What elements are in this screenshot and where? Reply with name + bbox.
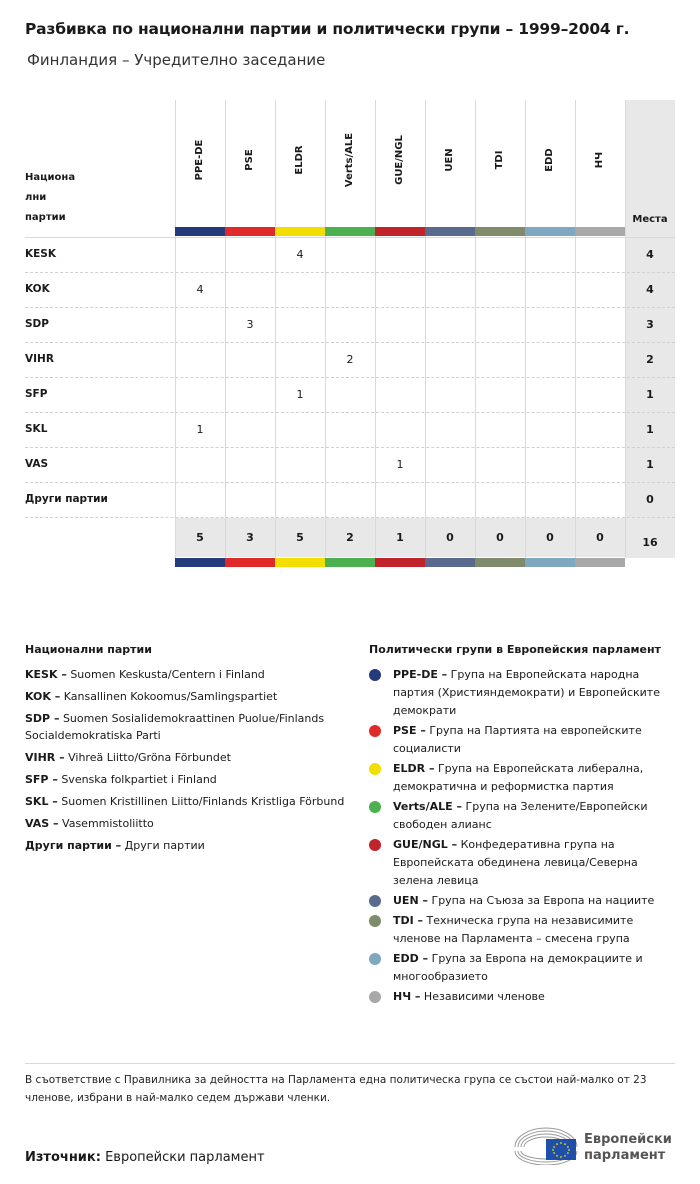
party-name: Vihreä Liitto/Gröna Förbundet (64, 751, 231, 764)
logo-line-1: Европейски (584, 1132, 672, 1147)
column-divider (275, 100, 276, 558)
group-color-dot-icon (369, 839, 381, 851)
national-party-entry (25, 666, 345, 683)
party-row-label: KOK (25, 283, 50, 295)
group-abbr: Verts/ALE – (393, 800, 462, 813)
group-color-dot-icon (369, 895, 381, 907)
row-header-line: лни (25, 192, 47, 203)
footnote: В съответствие с Правилника за дейността на Парламента една политическа група се състои най-малко от 23 членове, избрани в най-малко седем държави членки. (25, 1074, 647, 1104)
seat-value: 4 (196, 283, 204, 296)
group-abbr: GUE/NGL – (393, 838, 458, 851)
national-party-entry (25, 815, 345, 832)
political-group-entry (369, 950, 679, 986)
party-row-label: SKL (25, 423, 48, 435)
hemicycle-flag-icon (513, 1125, 579, 1165)
group-color-dot-icon (369, 953, 381, 965)
political-groups-legend-title: Политически групи в Европейския парламент (369, 643, 661, 656)
logo-line-2: парламент (584, 1148, 666, 1163)
party-abbr: SKL – (25, 795, 58, 808)
group-header-tdi: TDI (494, 150, 505, 170)
group-color-dot-icon (369, 669, 381, 681)
group-name: Техническа група на независимите членове на Парламента – смесена група (393, 914, 634, 945)
group-color-dot-icon (369, 801, 381, 813)
party-abbr: VAS – (25, 817, 59, 830)
group-color-bar (275, 227, 325, 236)
seat-value: 2 (346, 353, 354, 366)
group-abbr: UEN – (393, 894, 428, 907)
party-row-label: SDP (25, 318, 49, 330)
political-group-entry (369, 988, 679, 1006)
party-row-label: KESK (25, 248, 57, 260)
group-header-edd: EDD (544, 148, 555, 172)
group-header-ppede: PPE-DE (194, 139, 205, 181)
national-party-entry (25, 793, 345, 810)
party-abbr: VIHR – (25, 751, 65, 764)
group-color-bar (175, 558, 225, 567)
group-total: 0 (446, 531, 454, 544)
group-color-bar (525, 227, 575, 236)
seat-value: 3 (246, 318, 254, 331)
column-divider (575, 100, 576, 558)
national-party-entry (25, 688, 345, 705)
seats-total: 2 (646, 353, 654, 366)
column-divider (325, 100, 326, 558)
group-name: Група на Европейската либерална, демократична и реформистка партия (393, 762, 644, 793)
row-header-line: Национа (25, 172, 76, 183)
group-name: Група на Съюза за Европа на нациите (427, 894, 655, 907)
row-divider (25, 307, 675, 308)
group-total: 0 (596, 531, 604, 544)
group-abbr: TDI – (393, 914, 424, 927)
party-name: Suomen Sosialidemokraattinen Puolue/Finlands Socialdemokratiska Parti (25, 712, 325, 742)
political-group-entry (369, 798, 679, 834)
group-color-bar (525, 558, 575, 567)
group-abbr: ELDR – (393, 762, 435, 775)
seat-value: 4 (296, 248, 304, 261)
group-color-bar (175, 227, 225, 236)
european-parliament-logo (513, 1125, 678, 1165)
national-parties-legend-title: Национални партии (25, 643, 152, 656)
group-color-bar (375, 227, 425, 236)
group-header-нч: НЧ (594, 151, 605, 169)
party-row-label: VAS (25, 458, 49, 470)
group-abbr: EDD – (393, 952, 429, 965)
group-name: Група на Зелените/Европейски свободен алианс (393, 800, 648, 831)
seats-total: 1 (646, 458, 654, 471)
row-header-line: партии (25, 212, 66, 223)
header-divider (25, 237, 675, 238)
party-name: Svenska folkpartiet i Finland (57, 773, 217, 786)
group-color-bar (225, 227, 275, 236)
row-divider (25, 377, 675, 378)
group-color-dot-icon (369, 725, 381, 737)
national-party-entry (25, 837, 345, 854)
column-divider (525, 100, 526, 558)
group-header-guengl: GUE/NGL (394, 135, 405, 185)
column-divider (475, 100, 476, 558)
group-name: Независими членове (420, 990, 545, 1003)
row-divider (25, 517, 675, 518)
group-header-vertsale: Verts/ALE (344, 132, 355, 188)
political-group-entry (369, 836, 679, 890)
group-color-bar (225, 558, 275, 567)
political-groups-legend (369, 643, 679, 1008)
party-abbr: KOK – (25, 690, 61, 703)
group-total: 5 (296, 531, 304, 544)
group-name: Група на Европейската народна партия (Християндемократи) и Европейските демократи (393, 668, 660, 717)
national-parties-legend (25, 643, 345, 859)
row-header (25, 168, 75, 228)
seat-value: 1 (396, 458, 404, 471)
group-total: 0 (496, 531, 504, 544)
row-divider (25, 272, 675, 273)
source-value: Европейски парламент (100, 1150, 265, 1165)
divider (25, 1063, 675, 1064)
group-color-bar (375, 558, 425, 567)
group-color-bar (475, 227, 525, 236)
party-name: Suomen Keskusta/Centern i Finland (66, 668, 265, 681)
group-color-bar (425, 227, 475, 236)
group-color-bar (275, 558, 325, 567)
group-abbr: PPE-DE – (393, 668, 448, 681)
seat-value: 1 (296, 388, 304, 401)
political-group-entry (369, 892, 679, 910)
political-group-entry (369, 912, 679, 948)
seats-total: 1 (646, 388, 654, 401)
row-divider (25, 412, 675, 413)
party-abbr: SDP – (25, 712, 60, 725)
group-color-bar (575, 558, 625, 567)
group-abbr: PSE – (393, 724, 426, 737)
group-color-bar (325, 227, 375, 236)
seats-total: 1 (646, 423, 654, 436)
party-row-label: Други партии (25, 493, 108, 505)
results-table (25, 100, 675, 570)
political-group-entry (369, 666, 679, 720)
party-abbr: Други партии – (25, 839, 122, 852)
seats-total: 4 (646, 283, 654, 296)
party-abbr: KESK – (25, 668, 67, 681)
group-header-eldr: ELDR (294, 145, 305, 175)
party-abbr: SFP – (25, 773, 58, 786)
group-total: 5 (196, 531, 204, 544)
party-name: Kansallinen Kokoomus/Samlingspartiet (60, 690, 278, 703)
seats-header: Места (632, 214, 668, 225)
group-color-dot-icon (369, 915, 381, 927)
party-row-label: VIHR (25, 353, 54, 365)
group-total: 1 (396, 531, 404, 544)
group-name: Група на Партията на европейските социалисти (393, 724, 642, 755)
column-divider (175, 100, 176, 558)
logo-text (584, 1132, 672, 1164)
group-color-bar (325, 558, 375, 567)
column-divider (425, 100, 426, 558)
source-label: Източник: (25, 1150, 101, 1165)
group-color-dot-icon (369, 991, 381, 1003)
national-party-entry (25, 771, 345, 788)
page-title: Разбивка по национални партии и политически групи – 1999–2004 г. (25, 20, 630, 38)
national-party-entry (25, 710, 345, 744)
seats-total: 4 (646, 248, 654, 261)
source-line (25, 1150, 265, 1165)
group-header-uen: UEN (444, 148, 455, 172)
row-divider (25, 447, 675, 448)
party-name: Други партии (121, 839, 205, 852)
row-divider (25, 482, 675, 483)
group-total: 3 (246, 531, 254, 544)
seats-total: 3 (646, 318, 654, 331)
page-subtitle: Финландия – Учредително заседание (27, 51, 326, 69)
party-name: Suomen Kristillinen Liitto/Finlands Kristliga Förbund (57, 795, 345, 808)
national-party-entry (25, 749, 345, 766)
group-total: 2 (346, 531, 354, 544)
seats-total: 0 (646, 493, 654, 506)
column-divider (375, 100, 376, 558)
party-row-label: SFP (25, 388, 48, 400)
political-group-entry (369, 760, 679, 796)
group-color-bar (425, 558, 475, 567)
group-color-bar (575, 227, 625, 236)
seat-value: 1 (196, 423, 204, 436)
group-color-bar (475, 558, 525, 567)
group-abbr: НЧ – (393, 990, 421, 1003)
grand-total: 16 (642, 536, 658, 549)
group-name: Група за Европа на демокрациите и многообразието (393, 952, 643, 983)
party-name: Vasemmistoliitto (58, 817, 154, 830)
group-total: 0 (546, 531, 554, 544)
group-header-pse: PSE (244, 149, 255, 171)
political-group-entry (369, 722, 679, 758)
group-color-dot-icon (369, 763, 381, 775)
group-name: Конфедеративна група на Европейската обединена левица/Северна зелена левица (393, 838, 638, 887)
